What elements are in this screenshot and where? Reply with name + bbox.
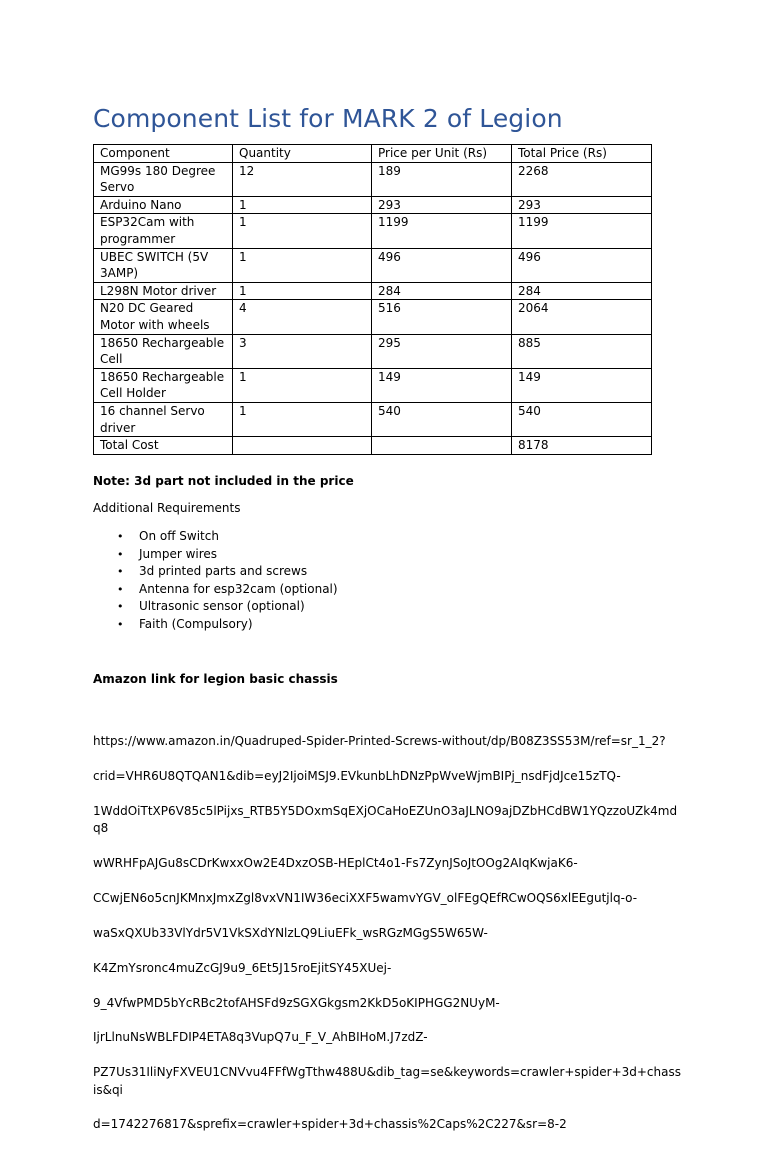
link-line: crid=VHR6U8QTQAN1&dib=eyJ2IjoiMSJ9.EVkunbLhDNzPpWveWjmBIPj_nsdFjdJce15zTQ- <box>93 769 621 784</box>
link-line: CCwjEN6o5cnJKMnxJmxZgl8vxVN1IW36eciXXF5wamvYGV_olFEgQEfRCwOQS6xlEEgutjlq-o- <box>93 891 638 906</box>
amazon-link-heading: Amazon link for legion basic chassis <box>93 672 338 686</box>
cell-total: 284 <box>512 282 652 300</box>
cell-quantity: 4 <box>233 300 372 334</box>
total-price-cell <box>372 437 512 455</box>
column-header-price-per-unit: Price per Unit (Rs) <box>372 145 512 163</box>
cell-total: 540 <box>512 402 652 436</box>
list-item-text: On off Switch <box>139 529 219 543</box>
cell-component: N20 DC Geared Motor with wheels <box>94 300 233 334</box>
list-item-text: Jumper wires <box>139 546 218 561</box>
cell-quantity: 1 <box>233 248 372 282</box>
cell-total: 149 <box>512 368 652 402</box>
list-item-text: Ultrasonic sensor (optional) <box>139 599 305 613</box>
link-line: PZ7Us31IliNyFXVEU1CNVvu4FFfWgTthw488U&dib_tag=se&keywords=crawler+spider+3d+chassis&qi <box>93 1065 681 1097</box>
additional-requirements-heading: Additional Requirements <box>93 501 241 515</box>
bullet-icon: • <box>117 617 124 631</box>
link-line: 1WddOiTtXP6V85c5lPijxs_RTB5Y5DOxmSqEXjOCaHoEZUnO3aJLNO9ajDZbHCdBW1YQzzoUZk4mdq8 <box>93 804 678 836</box>
cell-component: UBEC SWITCH (5V 3AMP) <box>94 248 233 282</box>
requirements-list <box>117 528 338 633</box>
list-item <box>117 546 338 564</box>
table-row <box>94 214 652 248</box>
cell-quantity: 1 <box>233 214 372 248</box>
cell-component: 16 channel Servo driver <box>94 402 233 436</box>
column-header-component: Component <box>94 145 233 163</box>
cell-component: 18650 Rechargeable Cell <box>94 334 233 368</box>
list-item <box>117 616 338 634</box>
link-line: https://www.amazon.in/Quadruped-Spider-Printed-Screws-without/dp/B08Z3SS53M/ref=sr_1_2? <box>93 734 666 749</box>
cell-price: 1199 <box>372 214 512 248</box>
cell-total: 2064 <box>512 300 652 334</box>
list-item <box>117 598 338 616</box>
page-title: Component List for MARK 2 of Legion <box>93 104 563 133</box>
cell-quantity: 1 <box>233 402 372 436</box>
list-item <box>117 581 338 599</box>
table-row <box>94 334 652 368</box>
cell-quantity: 1 <box>233 196 372 214</box>
cell-price: 284 <box>372 282 512 300</box>
cell-price: 295 <box>372 334 512 368</box>
table-row <box>94 162 652 196</box>
total-cost-label: Total Cost <box>94 437 233 455</box>
table-header-row <box>94 145 652 163</box>
link-line: IjrLlnuNsWBLFDIP4ETA8q3VupQ7u_F_V_AhBIHoM.J7zdZ- <box>93 1030 428 1045</box>
cell-component: 18650 Rechargeable Cell Holder <box>94 368 233 402</box>
column-header-quantity: Quantity <box>233 145 372 163</box>
cell-total: 1199 <box>512 214 652 248</box>
bullet-icon: • <box>117 547 124 561</box>
cell-quantity: 12 <box>233 162 372 196</box>
list-item-text: Faith (Compulsory) <box>139 616 253 631</box>
cell-component: ESP32Cam with programmer <box>94 214 233 248</box>
cell-price: 516 <box>372 300 512 334</box>
table-row <box>94 402 652 436</box>
link-line: K4ZmYsronc4muZcGJ9u9_6Et5J15roEjitSY45XUej- <box>93 960 392 975</box>
component-table <box>93 144 652 455</box>
table-row <box>94 300 652 334</box>
bullet-icon: • <box>117 582 124 596</box>
list-item-text: 3d printed parts and screws <box>139 564 308 578</box>
total-cost-value: 8178 <box>512 437 652 455</box>
cell-price: 496 <box>372 248 512 282</box>
bullet-icon: • <box>117 530 124 543</box>
table-total-row <box>94 437 652 455</box>
cell-quantity: 1 <box>233 282 372 300</box>
cell-total: 496 <box>512 248 652 282</box>
bullet-icon: • <box>117 600 124 613</box>
table-row <box>94 282 652 300</box>
cell-component: L298N Motor driver <box>94 282 233 300</box>
cell-quantity: 1 <box>233 368 372 402</box>
cell-component: MG99s 180 Degree Servo <box>94 162 233 196</box>
link-line: waSxQXUb33VlYdr5V1VkSXdYNlzLQ9LiuEFk_wsRGzMGgS5W65W- <box>93 925 488 940</box>
table-row <box>94 248 652 282</box>
cell-price: 540 <box>372 402 512 436</box>
amazon-link-url[interactable] <box>93 716 681 1151</box>
list-item-text: Antenna for esp32cam (optional) <box>139 581 338 596</box>
cell-total: 293 <box>512 196 652 214</box>
list-item <box>117 563 338 581</box>
list-item <box>117 528 338 546</box>
cell-total: 885 <box>512 334 652 368</box>
cell-component: Arduino Nano <box>94 196 233 214</box>
price-note: Note: 3d part not included in the price <box>93 474 354 488</box>
link-line: 9_4VfwPMD5bYcRBc2tofAHSFd9zSGXGkgsm2KkD5oKIPHGG2NUyM- <box>93 995 500 1010</box>
cell-price: 293 <box>372 196 512 214</box>
bullet-icon: • <box>117 565 124 578</box>
cell-price: 189 <box>372 162 512 196</box>
column-header-total-price: Total Price (Rs) <box>512 145 652 163</box>
cell-price: 149 <box>372 368 512 402</box>
total-quantity-cell <box>233 437 372 455</box>
cell-total: 2268 <box>512 162 652 196</box>
table-row <box>94 368 652 402</box>
cell-quantity: 3 <box>233 334 372 368</box>
link-line: d=1742276817&sprefix=crawler+spider+3d+chassis%2Caps%2C227&sr=8-2 <box>93 1117 567 1132</box>
link-line: wWRHFpAJGu8sCDrKwxxOw2E4DxzOSB-HEplCt4o1-Fs7ZynJSoJtOOg2AIqKwjaK6- <box>93 856 578 871</box>
table-row <box>94 196 652 214</box>
